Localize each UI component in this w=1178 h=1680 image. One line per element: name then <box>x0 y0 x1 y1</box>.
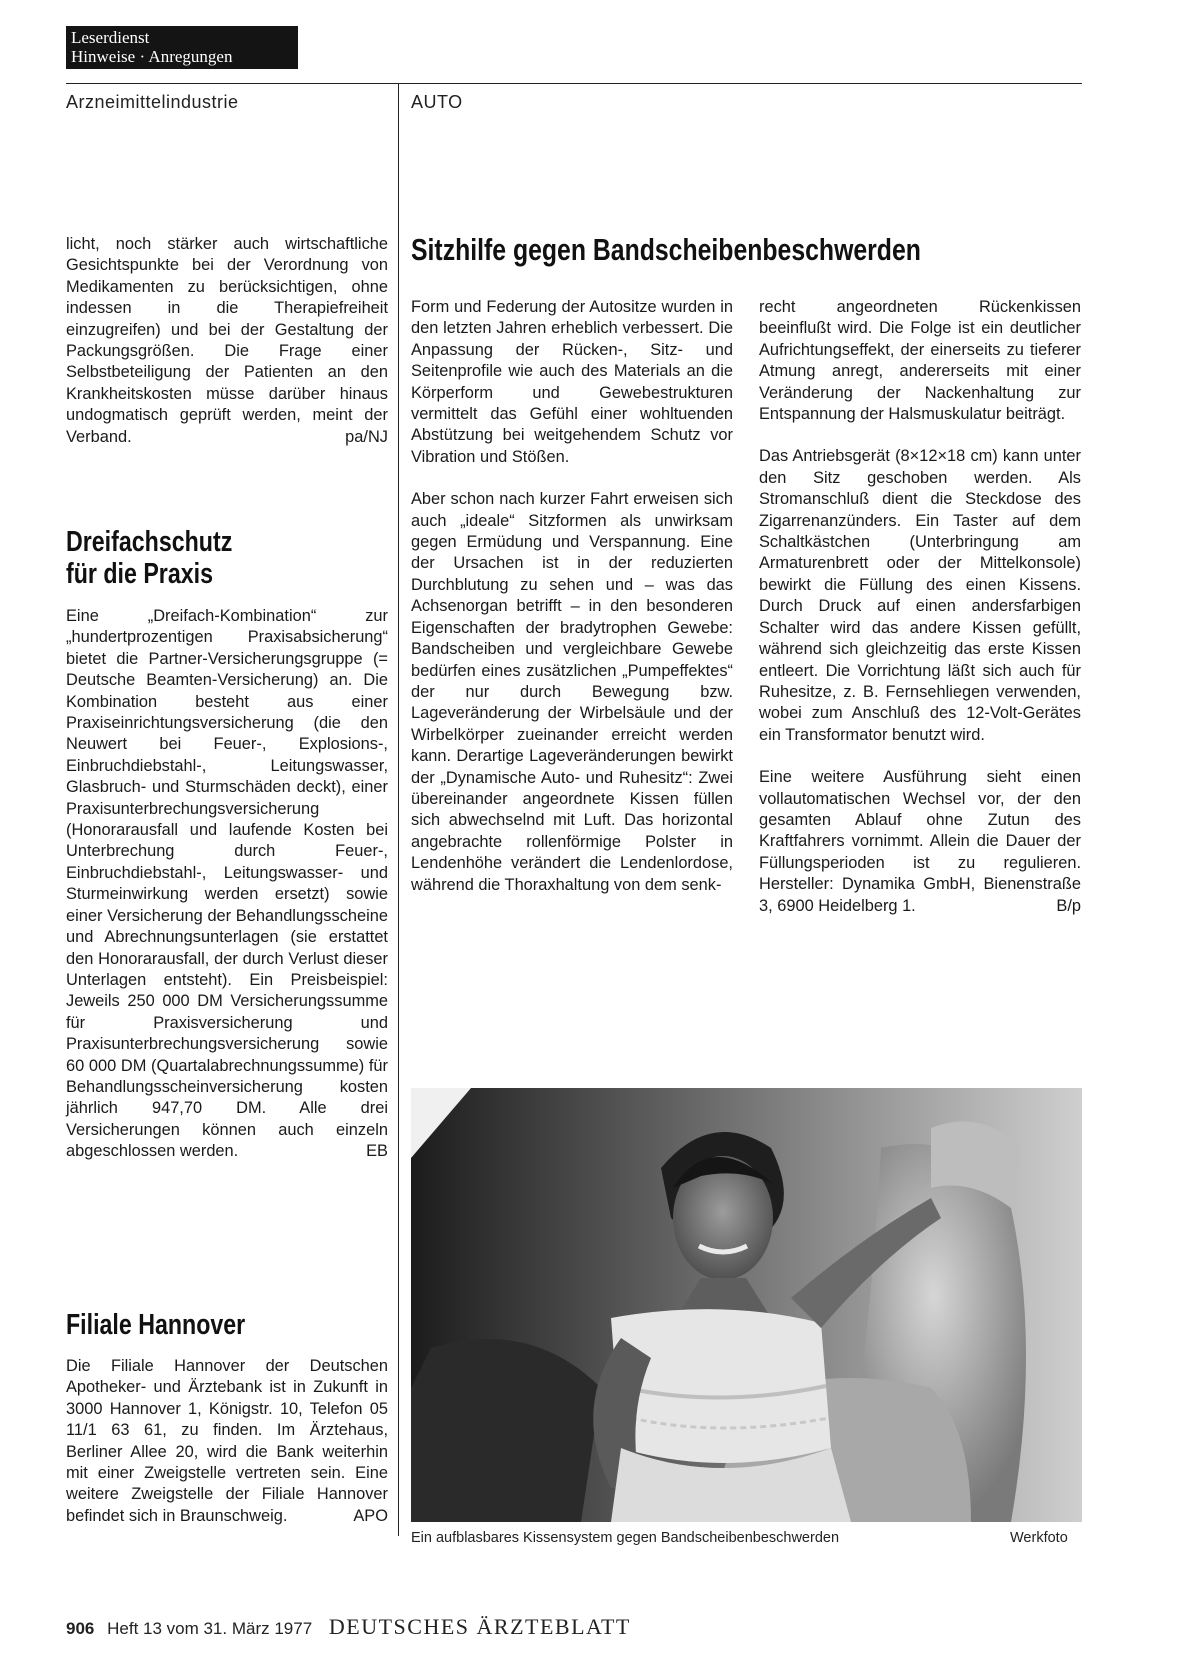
dreifach-text: Eine „Dreifach-Kombination“ zur „hundertprozentigen Praxisabsicherung“ bietet die Partner-Versicherungsgruppe (= Deutsche Beamten-Versicherung) an. Die Kombination besteht aus einer Praxiseinrichtungsversicherung (die den Neuwert bei Feuer-, Explosions-, Einbruchdiebstahl-, Leitungswasser, Glasbruch- und Sturmschäden deckt), einer Praxisunterbrechungsversicherung (Honorarausfall und laufende Kosten bei Unterbrechung durch Feuer-, Einbruchdiebstahl-, Leitungswasser- und Sturmeinwirkung werden ersetzt) sowie einer Versicherung der Behandlungsscheine und Abrechnungsunterlagen (sie erstattet den Honorarausfall, der durch Verlust dieser Unterlagen entsteht). Ein Preisbeispiel: Jeweils 250 000 DM Versicherungssumme für Praxisversicherung und Praxisunterbrechungsversicherung sowie 60 000 DM (Quartalabrechnungssumme) für Behandlungsscheinversicherung kosten jährlich 947,70 DM. Alle drei Versicherungen können auch einzeln abgeschlossen werden. <box>66 607 388 1161</box>
article-signature: B/p <box>1056 896 1081 915</box>
page-footer <box>66 1614 631 1640</box>
issue-info: Heft 13 vom 31. März 1977 <box>107 1619 313 1638</box>
header-rule <box>66 83 1082 84</box>
dreifach-title-line-1: Dreifachschutz <box>66 526 233 558</box>
leserdienst-badge <box>66 26 298 69</box>
filiale-article <box>66 1356 388 1527</box>
article-column-middle <box>411 297 733 896</box>
photo-caption: Ein aufblasbares Kissensystem gegen Bandscheibenbeschwerden <box>411 1530 840 1546</box>
photo-credit: Werkfoto <box>1010 1530 1068 1546</box>
section-label-right: AUTO <box>411 92 463 112</box>
continuation-article <box>66 234 388 448</box>
journal-name: DEUTSCHES ÄRZTEBLATT <box>328 1614 631 1639</box>
article-photo <box>411 1088 1082 1522</box>
article-paragraph-1: Form und Federung der Autositze wurden in den letzten Jahren erheblich verbessert. Die Anpassung der Rücken-, Sitz- und Seitenprofile wie auch des Materials an die Körperform und Gewebestrukturen vermittelt das Gefühl einer wohltuenden Abstützung bei weitgehendem Schutz vor Vibration und Stößen. <box>411 298 733 466</box>
article-title: Sitzhilfe gegen Bandscheibenbeschwerden <box>411 232 921 267</box>
page-number: 906 <box>66 1619 95 1638</box>
article-column-right <box>759 297 1081 917</box>
badge-line-1: Leserdienst <box>71 28 150 47</box>
photo-illustration <box>411 1088 1082 1522</box>
dreifach-title-line-2: für die Praxis <box>66 558 213 590</box>
section-label-left: Arzneimittelindustrie <box>66 92 239 112</box>
article-paragraph-3: recht angeordneten Rückenkissen beeinflußt wird. Die Folge ist ein deutlicher Aufrichtungseffekt, der einerseits zu tieferer Atmung anregt, andererseits mit einer Veränderung der Nackenhaltung zur Entspannung der Halsmuskulatur beiträgt. <box>759 298 1081 424</box>
dreifach-signature: EB <box>366 1142 388 1161</box>
column-divider <box>398 83 399 1536</box>
continuation-text: licht, noch stärker auch wirtschaftliche Gesichtspunkte bei der Verordnung von Medikamenten zu berücksichtigen, ohne indessen in die Therapiefreiheit einzugreifen) und bei der Gestaltung der Packungsgrößen. Die Frage einer Selbstbeteiligung der Patienten an den Krankheitskosten müsse darüber hinaus undogmatisch geprüft werden, meint der Verband. <box>66 235 388 446</box>
filiale-text: Die Filiale Hannover der Deutschen Apotheker- und Ärztebank ist in Zukunft in 3000 Hannover 1, Königstr. 10, Telefon 05 11/1 63 61, zu finden. Im Ärztehaus, Berliner Allee 20, wird die Bank weiterhin mit einer Zweigstelle vertreten sein. Eine weitere Zweigstelle der Filiale Hannover befindet sich in Braunschweig. <box>66 1357 388 1525</box>
badge-line-2: Hinweise · Anregungen <box>71 47 233 66</box>
continuation-signature: pa/NJ <box>345 427 388 446</box>
article-paragraph-5: Eine weitere Ausführung sieht einen vollautomatischen Wechsel vor, der den gesamten Ablauf ohne Zutun des Kraftfahrers vornimmt. Allein die Dauer der Füllungsperioden ist zu regulieren. Hersteller: Dynamika GmbH, Bienenstraße 3, 6900 Heidelberg 1. <box>759 768 1081 915</box>
dreifach-title <box>66 526 232 590</box>
dreifach-article <box>66 606 388 1163</box>
article-paragraph-4: Das Antriebsgerät (8×12×18 cm) kann unter den Sitz geschoben werden. Als Stromanschluß dient die Steckdose des Zigarrenanzünders. Ein Taster auf dem Schaltkästchen (Unterbringung am Armaturenbrett oder der Mittelkonsole) bewirkt die Füllung des einen Kissens. Durch Druck auf einen andersfarbigen Schalter wird das andere Kissen gefüllt, während sich gleichzeitig das erste Kissen entleert. Die Vorrichtung läßt sich auch für Ruhesitze, z. B. Fernsehliegen verwenden, wobei zum Anschluß des 12-Volt-Gerätes ein Transformator benutzt wird. <box>759 447 1081 744</box>
filiale-signature: APO <box>353 1506 388 1525</box>
filiale-title: Filiale Hannover <box>66 1309 246 1341</box>
article-paragraph-2: Aber schon nach kurzer Fahrt erweisen sich auch „ideale“ Sitzformen als unwirksam gegen Ermüdung und Verspannung. Eine der Ursachen ist in der reduzierten Durchblutung zu sehen und – was das Achsenorgan betrifft – in den besonderen Eigenschaften der bradytrophen Gewebe: Bandscheiben und vergleichbare Gewebe bedürfen eines zusätzlichen „Pumpeffektes“ der nur durch Bewegung bzw. Lageveränderung der Wirbelsäule und der Wirbelkörper zueinander erreicht werden kann. Derartige Lageveränderungen bewirkt der „Dynamische Auto- und Ruhesitz“: Zwei übereinander angeordnete Kissen füllen sich abwechselnd mit Luft. Das horizontal angebrachte rollenförmige Polster in Lendenhöhe verändert die Lendenlordose, während die Thoraxhaltung von dem senk- <box>411 490 733 894</box>
